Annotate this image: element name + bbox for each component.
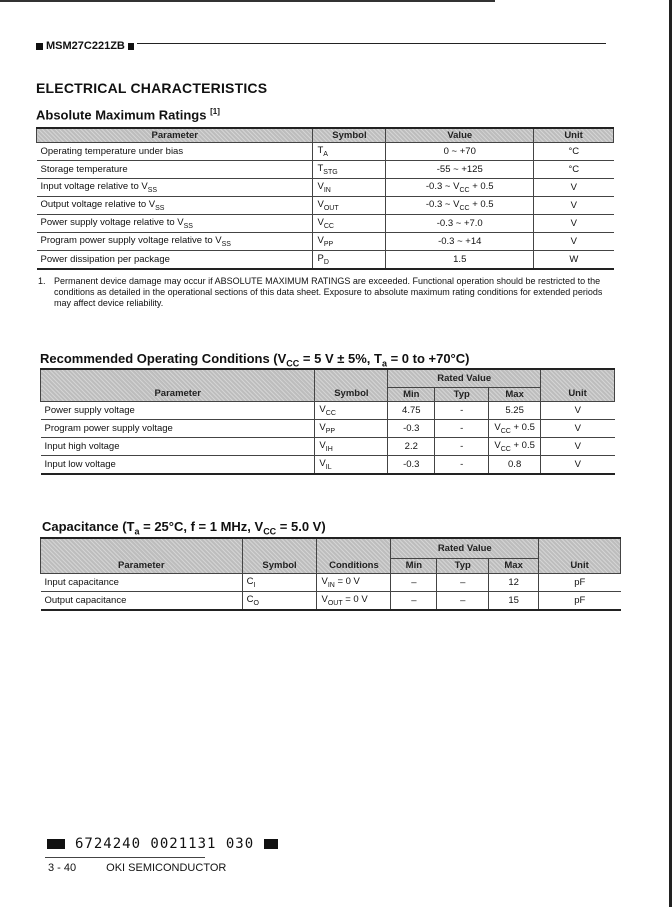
table-row xyxy=(41,419,615,437)
parameter-cell: Operating temperature under bias xyxy=(37,142,313,160)
page-footer xyxy=(48,862,226,874)
col-min: Min xyxy=(388,387,435,401)
parameter-cell: Power dissipation per package xyxy=(37,250,313,269)
heading-sub: a xyxy=(134,526,140,537)
min-cell: 4.75 xyxy=(388,401,435,419)
heading-part: = 5 V ± 5%, T xyxy=(299,351,382,366)
min-cell: 2.2 xyxy=(388,437,435,455)
parameter-cell: Output voltage relative to $V_{SS}$ xyxy=(37,196,313,214)
page-number: 3 - 40 xyxy=(48,862,77,874)
col-rated-value: Rated Value xyxy=(388,369,541,387)
unit-cell: V xyxy=(534,214,614,232)
min-cell: -0.3 xyxy=(388,455,435,474)
symbol-cell: $T_{STG}$ xyxy=(313,160,386,178)
table-row xyxy=(41,591,621,610)
barcode-block-icon xyxy=(264,839,278,849)
symbol-cell: $V_{PP}$ xyxy=(313,232,386,250)
symbol-cell: $V_{IN}$ xyxy=(313,178,386,196)
abs-max-heading-text: Absolute Maximum Ratings xyxy=(36,107,207,123)
page-header xyxy=(36,40,606,52)
unit-cell: °C xyxy=(534,142,614,160)
typ-cell: - xyxy=(435,419,489,437)
table-row xyxy=(37,196,614,214)
table-header-row xyxy=(41,369,615,387)
col-max: Max xyxy=(489,387,541,401)
value-cell: -0.3 ~ $V_{CC} + 0.5$ xyxy=(386,178,534,196)
parameter-cell: Input low voltage xyxy=(41,455,315,474)
footnote-number: 1. xyxy=(38,276,46,286)
col-rated-value: Rated Value xyxy=(391,538,539,558)
max-cell: $V_{CC} + 0.5$ xyxy=(489,419,541,437)
typ-cell: – xyxy=(437,573,489,591)
heading-sub: a xyxy=(381,358,387,369)
typ-cell: – xyxy=(437,591,489,610)
value-cell: -0.3 ~ $V_{CC} + 0.5$ xyxy=(386,196,534,214)
barcode-block-icon xyxy=(47,839,65,849)
col-symbol: Symbol xyxy=(313,128,386,142)
col-max: Max xyxy=(489,558,539,573)
table-row xyxy=(37,142,614,160)
square-bullet-icon xyxy=(128,43,134,50)
footnote xyxy=(38,276,620,309)
symbol-cell: $V_{CC}$ xyxy=(313,214,386,232)
table-row xyxy=(37,214,614,232)
parameter-cell: Power supply voltage xyxy=(41,401,315,419)
footnote-ref: [1] xyxy=(210,107,220,116)
abs-max-heading xyxy=(36,107,220,122)
unit-cell: V xyxy=(541,401,615,419)
table-row xyxy=(37,250,614,269)
max-cell: 0.8 xyxy=(489,455,541,474)
value-cell: -55 ~ +125 xyxy=(386,160,534,178)
square-bullet-icon xyxy=(36,43,43,50)
parameter-cell: Power supply voltage relative to $V_{SS}$ xyxy=(37,214,313,232)
col-typ: Typ xyxy=(435,387,489,401)
col-unit: Unit xyxy=(539,538,621,573)
unit-cell: V xyxy=(541,437,615,455)
unit-cell: pF xyxy=(539,573,621,591)
unit-cell: W xyxy=(534,250,614,269)
parameter-cell: Storage temperature xyxy=(37,160,313,178)
table-row xyxy=(37,160,614,178)
unit-cell: V xyxy=(541,419,615,437)
header-rule xyxy=(137,43,606,44)
abs-max-table xyxy=(36,127,614,270)
table-header-row xyxy=(41,538,621,558)
value-cell: -0.3 ~ +14 xyxy=(386,232,534,250)
symbol-cell: $V_{IL}$ xyxy=(315,455,388,474)
typ-cell: - xyxy=(435,401,489,419)
symbol-cell: $P_D$ xyxy=(313,250,386,269)
conditions-cell: $V_{IN} = 0$ V xyxy=(317,573,391,591)
barcode-text: 6724240 0021131 030 xyxy=(75,836,255,852)
col-min: Min xyxy=(391,558,437,573)
heading-part: Recommended Operating Conditions (V xyxy=(40,351,287,366)
unit-cell: pF xyxy=(539,591,621,610)
scan-top-edge xyxy=(0,0,495,2)
heading-part: = 25°C, f = 1 MHz, V xyxy=(139,519,264,534)
value-cell: 1.5 xyxy=(386,250,534,269)
symbol-cell: $V_{IH}$ xyxy=(315,437,388,455)
symbol-cell: $T_A$ xyxy=(313,142,386,160)
table-row xyxy=(41,437,615,455)
capacitance-table xyxy=(40,537,621,611)
max-cell: 12 xyxy=(489,573,539,591)
col-typ: Typ xyxy=(437,558,489,573)
unit-cell: V xyxy=(534,196,614,214)
min-cell: – xyxy=(391,591,437,610)
heading-sub: CC xyxy=(263,526,277,537)
heading-part: = 5.0 V) xyxy=(276,519,326,534)
table-row xyxy=(41,455,615,474)
value-cell: -0.3 ~ +7.0 xyxy=(386,214,534,232)
max-cell: 15 xyxy=(489,591,539,610)
part-number: MSM27C221ZB xyxy=(46,40,125,52)
parameter-cell: Input voltage relative to $V_{SS}$ xyxy=(37,178,313,196)
col-symbol: Symbol xyxy=(315,369,388,401)
symbol-cell: $V_{CC}$ xyxy=(315,401,388,419)
heading-sub: CC xyxy=(286,358,300,369)
typ-cell: - xyxy=(435,455,489,474)
barcode-line xyxy=(47,836,278,852)
value-cell: 0 ~ +70 xyxy=(386,142,534,160)
max-cell: $V_{CC} + 0.5$ xyxy=(489,437,541,455)
table-row xyxy=(41,573,621,591)
typ-cell: - xyxy=(435,437,489,455)
footnote-text: Permanent device damage may occur if ABSOLUTE MAXIMUM RATINGS are exceeded. Functional operation should be restricted to the conditions as detailed in the operational sections of this data sheet. Exposure to absolute maximum rating conditions for extended periods may affect device reliability. xyxy=(54,276,603,308)
section-title: ELECTRICAL CHARACTERISTICS xyxy=(36,80,268,96)
col-parameter: Parameter xyxy=(41,538,243,573)
col-parameter: Parameter xyxy=(41,369,315,401)
table-row xyxy=(41,401,615,419)
unit-cell: V xyxy=(534,232,614,250)
parameter-cell: Input capacitance xyxy=(41,573,243,591)
parameter-cell: Input high voltage xyxy=(41,437,315,455)
symbol-cell: $C_O$ xyxy=(242,591,317,610)
parameter-cell: Program power supply voltage xyxy=(41,419,315,437)
unit-cell: V xyxy=(534,178,614,196)
symbol-cell: $V_{PP}$ xyxy=(315,419,388,437)
max-cell: 5.25 xyxy=(489,401,541,419)
rec-op-table xyxy=(40,368,615,475)
col-conditions: Conditions xyxy=(317,538,391,573)
heading-part: Capacitance (T xyxy=(42,519,135,534)
parameter-cell: Output capacitance xyxy=(41,591,243,610)
table-header-row xyxy=(37,128,614,142)
min-cell: -0.3 xyxy=(388,419,435,437)
min-cell: – xyxy=(391,573,437,591)
capacitance-heading xyxy=(42,519,326,537)
heading-part: = 0 to +70°C) xyxy=(386,351,470,366)
conditions-cell: $V_{OUT} = 0$ V xyxy=(317,591,391,610)
rec-op-heading xyxy=(40,351,469,369)
unit-cell: °C xyxy=(534,160,614,178)
symbol-cell: $V_{OUT}$ xyxy=(313,196,386,214)
table-row xyxy=(37,232,614,250)
col-value: Value xyxy=(386,128,534,142)
symbol-cell: $C_I$ xyxy=(242,573,317,591)
col-unit: Unit xyxy=(534,128,614,142)
company-name: OKI SEMICONDUCTOR xyxy=(106,862,227,874)
unit-cell: V xyxy=(541,455,615,474)
col-parameter: Parameter xyxy=(37,128,313,142)
col-symbol: Symbol xyxy=(242,538,317,573)
table-row xyxy=(37,178,614,196)
col-unit: Unit xyxy=(541,369,615,401)
parameter-cell: Program power supply voltage relative to $V_{SS}$ xyxy=(37,232,313,250)
footer-rule xyxy=(45,857,205,858)
